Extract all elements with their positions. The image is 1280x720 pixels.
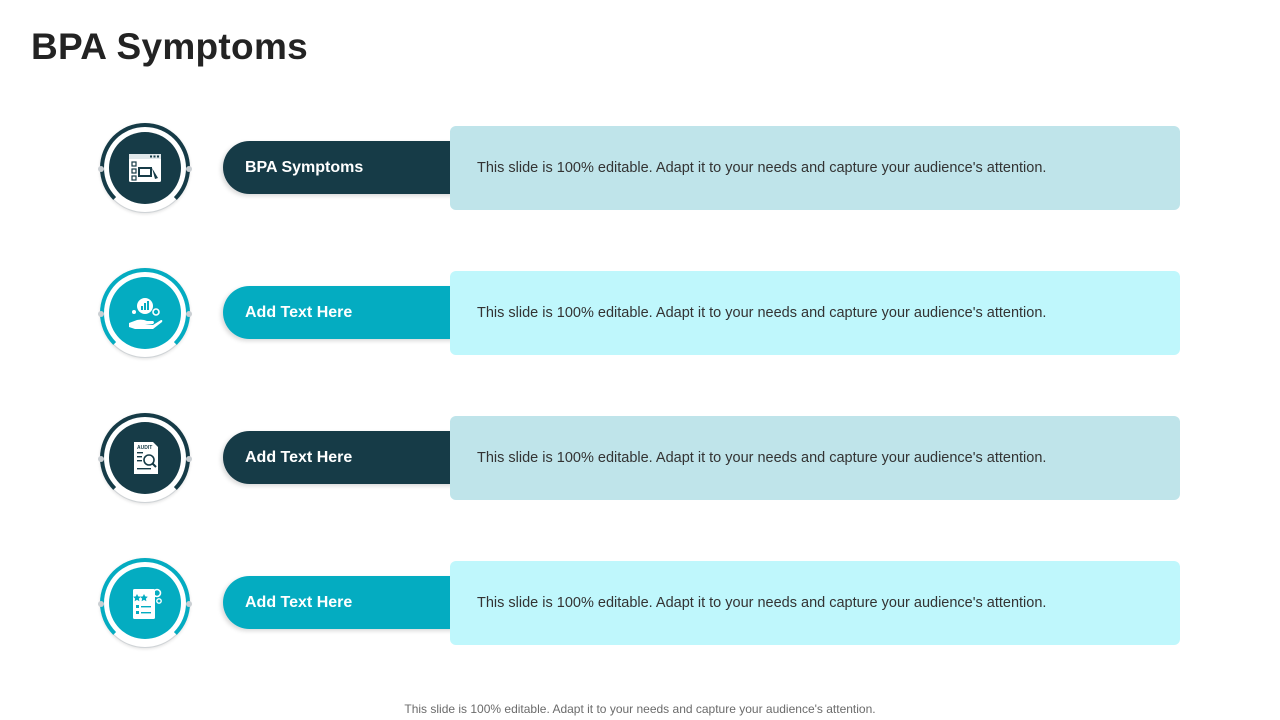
row-description: This slide is 100% editable. Adapt it to your needs and capture your audience's attention. bbox=[450, 416, 1180, 500]
audit-document-icon bbox=[109, 422, 181, 494]
icon-ring bbox=[100, 268, 190, 358]
row-description: This slide is 100% editable. Adapt it to your needs and capture your audience's attention. bbox=[450, 126, 1180, 210]
audit-label: AUDIT bbox=[137, 445, 153, 451]
browser-checklist-icon bbox=[109, 132, 181, 204]
slide-title: BPA Symptoms bbox=[31, 26, 309, 67]
footer-note: This slide is 100% editable. Adapt it to your needs and capture your audience's attention. bbox=[404, 702, 876, 716]
row-description: This slide is 100% editable. Adapt it to your needs and capture your audience's attention. bbox=[450, 561, 1180, 645]
row-description: This slide is 100% editable. Adapt it to your needs and capture your audience's attention. bbox=[450, 271, 1180, 355]
row-label-pill: BPA Symptoms bbox=[223, 141, 463, 194]
icon-ring bbox=[100, 558, 190, 648]
symptom-row-4 bbox=[0, 558, 1280, 648]
icon-ring bbox=[100, 123, 190, 213]
row-label-pill: Add Text Here bbox=[223, 576, 463, 629]
rating-checklist-icon bbox=[109, 567, 181, 639]
row-label-pill: Add Text Here bbox=[223, 286, 463, 339]
icon-ring bbox=[100, 413, 190, 503]
hand-growth-icon bbox=[109, 277, 181, 349]
symptom-row-1 bbox=[0, 123, 1280, 213]
row-label-pill: Add Text Here bbox=[223, 431, 463, 484]
symptom-row-2 bbox=[0, 268, 1280, 358]
symptom-row-3 bbox=[0, 413, 1280, 503]
